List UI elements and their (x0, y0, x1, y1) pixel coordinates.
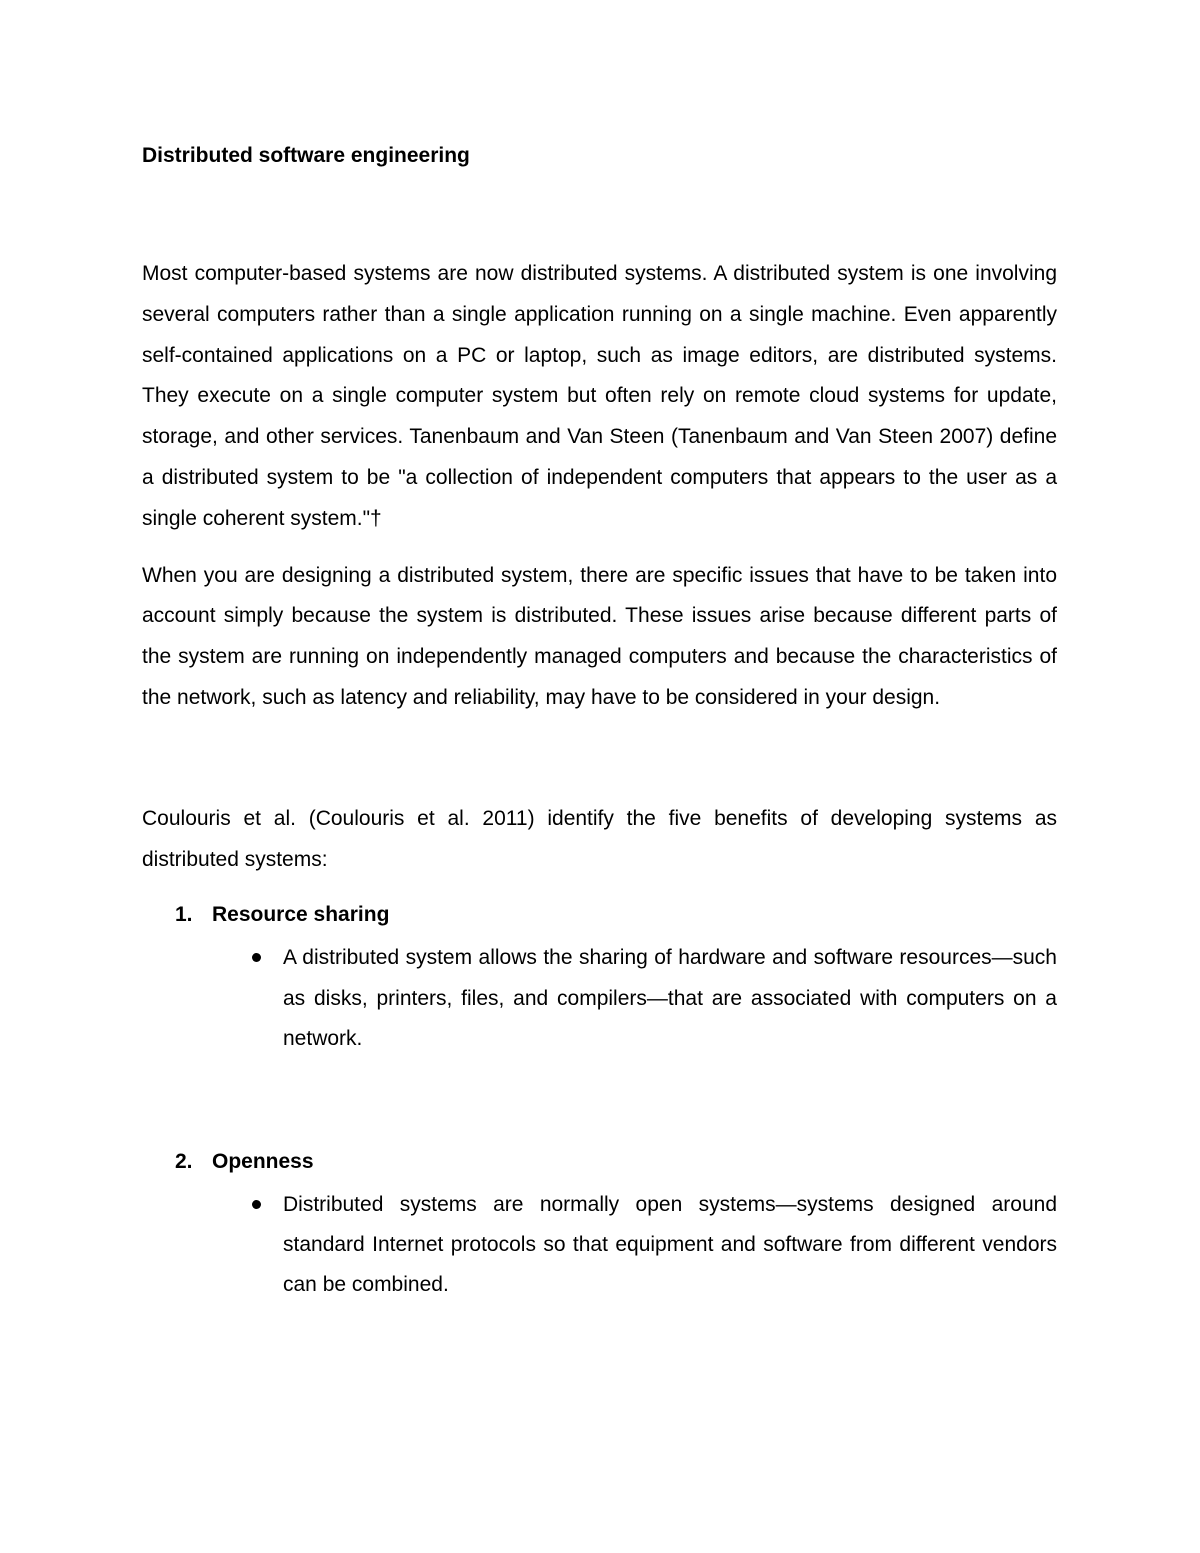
benefit-number: 2. (175, 1149, 193, 1173)
benefit-number: 1. (175, 903, 193, 927)
paragraph-intro: Most computer-based systems are now distributed systems. A distributed system is one involving several computers rather than a single application running on a single machine. Even apparently self-contained applications on a PC or laptop, such as image editors, are distributed systems. They execute on a single computer system but often rely on remote cloud systems for update, storage, and other services. Tanenbaum and Van Steen (Tanenbaum and Van Steen 2007) define a distributed system to be "a collection of independent computers that appears to the user as a single coherent system."† (142, 262, 1057, 530)
bullet-dot-icon (252, 1200, 261, 1209)
bullet-dot-icon (252, 953, 261, 962)
benefit-heading-text: Resource sharing (212, 903, 390, 927)
bullet-text: A distributed system allows the sharing of hardware and software resources—such as disks, printers, files, and compilers—that are associated with computers on a network. (283, 946, 1057, 1050)
benefit-item-openness (142, 1143, 1057, 1306)
bullet-item (142, 1185, 1057, 1306)
paragraph-design-issues: When you are designing a distributed system, there are specific issues that have to be taken into account simply because the system is distributed. These issues arise because different parts of the system are running on independently managed computers and because the characteristics of the network, such as latency and reliability, may have to be considered in your design. (142, 563, 1057, 709)
benefit-heading (142, 896, 1057, 934)
benefit-heading (142, 1143, 1057, 1181)
bullet-item (142, 938, 1057, 1059)
bullet-text: Distributed systems are normally open systems—systems designed around standard Internet protocols so that equipment and software from different vendors can be combined. (283, 1192, 1057, 1297)
document-title: Distributed software engineering (142, 144, 470, 167)
document-body (142, 138, 1057, 1306)
paragraph-benefits-intro: Coulouris et al. (Coulouris et al. 2011) identify the five benefits of developing systems as distributed systems: (142, 806, 1057, 871)
benefit-item-resource-sharing (142, 896, 1057, 1059)
benefit-heading-text: Openness (212, 1149, 314, 1173)
